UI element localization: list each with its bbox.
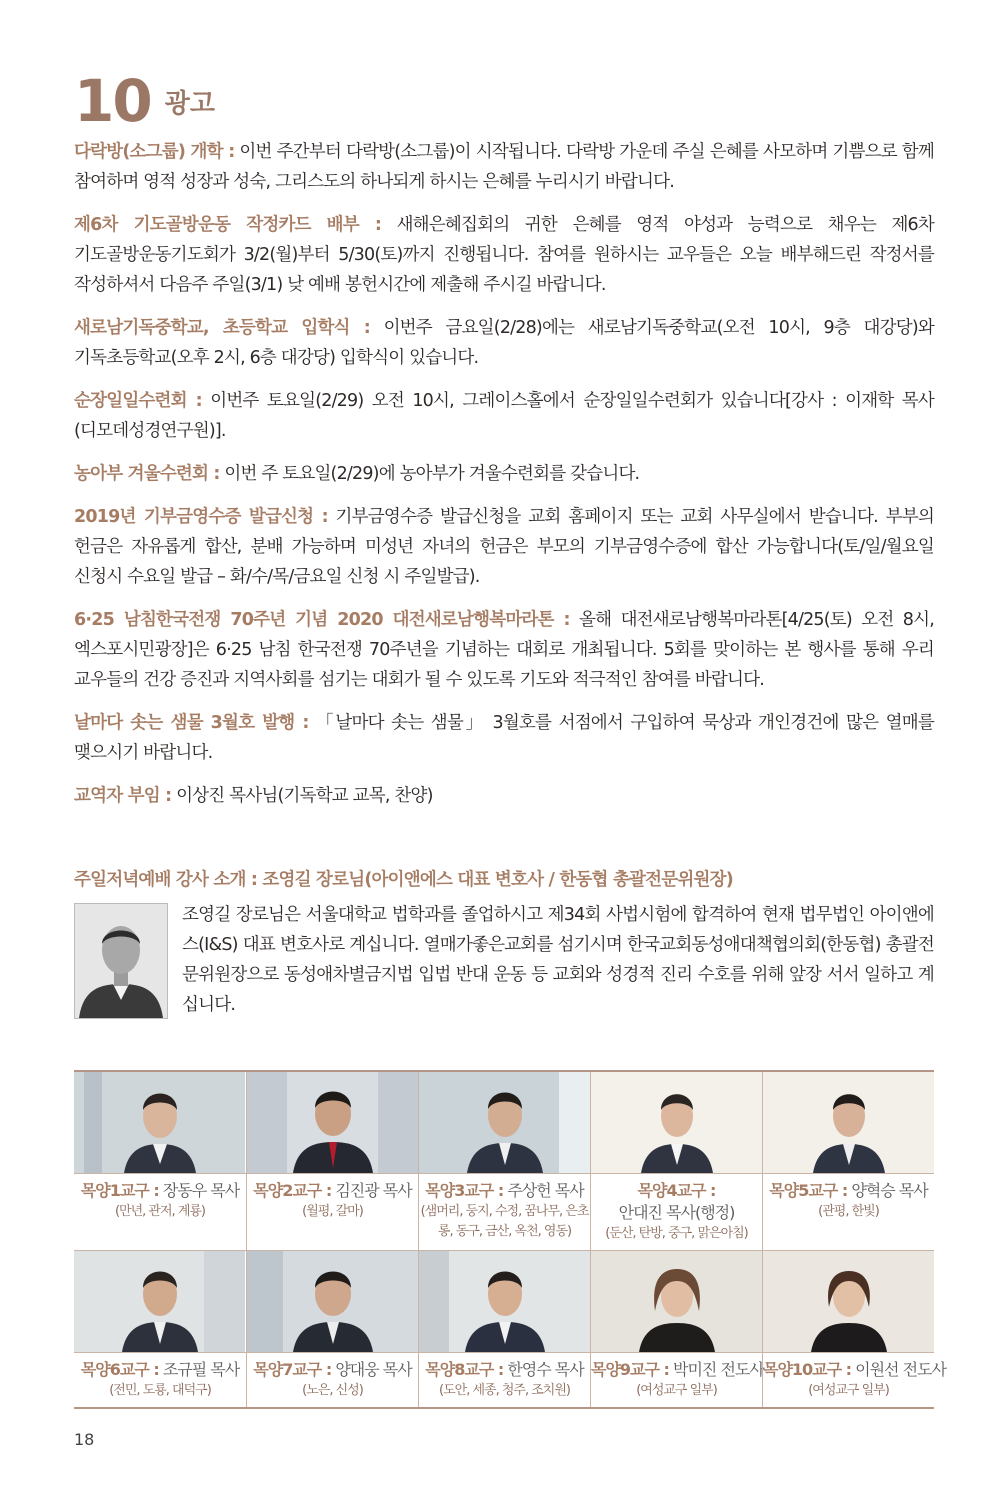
notice-item xyxy=(74,137,934,197)
pastor-name: 박미진 전도사 xyxy=(668,1360,764,1379)
speaker-heading: 주일저녁예배 강사 소개 : 조영길 장로님(아이앤에스 대표 변호사 / 한동협 총괄전문위원장) xyxy=(74,870,733,890)
notice-body: 이번 주 토요일(2/29)에 농아부가 겨울수련회를 갖습니다. xyxy=(219,464,640,484)
parish-label: 목양5교구 : xyxy=(769,1181,848,1200)
pastor-card xyxy=(74,1251,246,1407)
notice-body: 이번주 토요일(2/29) 오전 10시, 그레이스홀에서 순장일일수련회가 있습니다[강사 : 이재학 목사(디모데성경연구원)]. xyxy=(74,391,934,441)
pastor-row xyxy=(74,1250,946,1409)
parish-area: (여성교구 일부) xyxy=(636,1383,717,1398)
pastor-name: 이원선 전도사 xyxy=(851,1360,946,1379)
notice-title: 농아부 겨울수련회 : xyxy=(74,464,220,484)
notice-body: 이번주 금요일(2/28)에는 새로남기독중학교(오전 10시, 9층 대강당)와 기독초등학교(오후 2시, 6층 대강당) 입학식이 있습니다. xyxy=(74,318,934,368)
pastor-name: 김진광 목사 xyxy=(331,1181,412,1200)
notice-title: 6·25 남침한국전쟁 70주년 기념 2020 대전새로남행복마라톤 : xyxy=(74,610,570,630)
person-silhouette-icon xyxy=(74,1251,245,1352)
parish-label: 목양6교구 : xyxy=(80,1360,159,1379)
person-silhouette-icon xyxy=(763,1072,934,1173)
person-silhouette-icon xyxy=(591,1251,762,1352)
speaker-bio: 조영길 장로님은 서울대학교 법학과를 졸업하시고 제34회 사법시험에 합격하여 현재 법무법인 아이앤에스(I&S) 대표 변호사로 계십니다. 열매가좋은교회를 섬기시며 한국교회동성애대책협의회(한동협) 총괄전문위원장으로 동성애차별금지법 입법 반대 운동 등 교회와 성경적 진리 수호를 위해 앞장 서서 일하고 계십니다. xyxy=(182,905,934,1015)
pastor-name: 양혁승 목사 xyxy=(847,1181,928,1200)
notice-item xyxy=(74,386,934,446)
notice-item xyxy=(74,459,934,489)
pastor-photo xyxy=(591,1251,762,1353)
pastor-name: 주상헌 목사 xyxy=(503,1181,584,1200)
parish-label: 목양7교구 : xyxy=(253,1360,332,1379)
parish-area: (전민, 도룡, 대덕구) xyxy=(109,1383,211,1398)
pastor-photo xyxy=(591,1072,762,1174)
person-silhouette-icon xyxy=(74,1072,245,1173)
pastor-photo xyxy=(763,1251,934,1353)
parish-area: (여성교구 일부) xyxy=(808,1383,889,1398)
notice-body: 「날마다 솟는 샘물」 3월호를 서점에서 구입하여 묵상과 개인경건에 많은 열매를 맺으시기 바랍니다. xyxy=(74,713,934,763)
pastor-name: 안대진 목사(행정) xyxy=(618,1203,735,1222)
person-silhouette-icon xyxy=(419,1251,590,1352)
pastor-card xyxy=(590,1251,762,1407)
notice-title: 새로남기독중학교, 초등학교 입학식 : xyxy=(74,318,370,338)
pastor-name: 조규필 목사 xyxy=(158,1360,240,1379)
parish-label: 목양8교구 : xyxy=(425,1360,504,1379)
pastor-card xyxy=(246,1251,418,1407)
pastor-photo xyxy=(74,1251,246,1353)
notice-item xyxy=(74,313,934,373)
parish-label: 목양1교구 : xyxy=(80,1181,159,1200)
pastor-card xyxy=(246,1072,418,1250)
pastor-photo xyxy=(419,1072,590,1174)
notice-title: 제6차 기도골방운동 작정카드 배부 : xyxy=(74,215,382,235)
pastor-card xyxy=(590,1072,762,1250)
speaker-photo xyxy=(74,903,168,1019)
pastor-name: 양대웅 목사 xyxy=(331,1360,412,1379)
pastor-photo xyxy=(247,1251,418,1353)
parish-area: (만년, 관저, 계룡) xyxy=(114,1204,206,1219)
section-title: 광고 xyxy=(164,89,215,119)
parish-label: 목양10교구 : xyxy=(763,1360,852,1379)
person-silhouette-icon xyxy=(247,1251,418,1352)
person-silhouette-icon xyxy=(247,1072,418,1173)
pastor-card xyxy=(74,1072,246,1250)
notice-list xyxy=(74,137,934,824)
page-header xyxy=(74,67,215,135)
notice-item xyxy=(74,708,934,768)
person-silhouette-icon xyxy=(591,1072,762,1173)
page-number: 18 xyxy=(74,1430,95,1449)
parish-label: 목양2교구 : xyxy=(253,1181,332,1200)
notice-title: 순장일일수련회 : xyxy=(74,391,202,411)
notice-item xyxy=(74,210,934,300)
person-silhouette-icon xyxy=(763,1251,934,1352)
parish-area: (관평, 한빛) xyxy=(818,1204,879,1219)
pastor-card xyxy=(762,1072,934,1250)
pastor-card xyxy=(418,1251,590,1407)
parish-label: 목양3교구 : xyxy=(425,1181,504,1200)
notice-body: 이상진 목사님(기독학교 교목, 찬양) xyxy=(171,786,433,806)
parish-area: (샘머리, 둥지, 수정, 꿈나무, 은초롱, 동구, 금산, 옥천, 영동) xyxy=(420,1204,589,1239)
pastor-card xyxy=(418,1072,590,1250)
pastor-row xyxy=(74,1072,934,1250)
pastor-photo xyxy=(74,1072,246,1174)
parish-label: 목양4교구 : xyxy=(637,1181,716,1200)
pastor-photo xyxy=(763,1072,934,1174)
notice-item xyxy=(74,502,934,592)
pastor-grid xyxy=(74,1070,946,1409)
parish-area: (월평, 갈마) xyxy=(302,1204,363,1219)
parish-area: (도안, 세종, 청주, 조치원) xyxy=(439,1383,570,1398)
parish-area: (둔산, 탄방, 중구, 맑은아침) xyxy=(605,1226,748,1241)
pastor-card xyxy=(762,1251,946,1407)
parish-label: 목양9교구 : xyxy=(591,1360,669,1379)
pastor-name: 한영수 목사 xyxy=(503,1360,584,1379)
notice-body: 새해은혜집회의 귀한 은혜를 영적 야성과 능력으로 채우는 제6차 기도골방운동기도회가 3/2(월)부터 5/30(토)까지 진행됩니다. 참여를 원하시는 교우들은 오늘 배부해드린 작정서를 작성하셔서 다음주 주일(3/1) 낮 예배 봉헌시간에 제출해 주시길 바랍니다. xyxy=(74,215,934,295)
notice-title: 교역자 부임 : xyxy=(74,786,172,806)
notice-body: 이번 주간부터 다락방(소그룹)이 시작됩니다. 다락방 가운데 주실 은혜를 사모하며 기쁨으로 함께 참여하며 영적 성장과 성숙, 그리스도의 하나되게 하시는 은혜를 누리시기 바랍니다. xyxy=(74,142,934,192)
notice-body: 올해 대전새로남행복마라톤[4/25(토) 오전 8시, 엑스포시민광장]은 6·25 남침 한국전쟁 70주년을 기념하는 대회로 개최됩니다. 5회를 맞이하는 본 행사를 통해 우리 교우들의 건강 증진과 지역사회를 섬기는 대회가 될 수 있도록 기도와 적극적인 참여를 바랍니다. xyxy=(74,610,934,690)
notice-title: 2019년 기부금영수증 발급신청 : xyxy=(74,507,328,527)
pastor-photo xyxy=(247,1072,418,1174)
notice-item xyxy=(74,605,934,695)
notice-body: 기부금영수증 발급신청을 교회 홈페이지 또는 교회 사무실에서 받습니다. 부부의 헌금은 자유롭게 합산, 분배 가능하며 미성년 자녀의 헌금은 부모의 기부금영수증에 합산 가능합니다(토/일/월요일 신청시 수요일 발급 – 화/수/목/금요일 신청 시 주일발급). xyxy=(74,507,934,587)
notice-title: 다락방(소그룹) 개학 : xyxy=(74,142,235,162)
person-silhouette-icon xyxy=(75,904,167,1018)
parish-area: (노은, 신성) xyxy=(302,1383,363,1398)
person-silhouette-icon xyxy=(419,1072,590,1173)
notice-title: 날마다 솟는 샘물 3월호 발행 : xyxy=(74,713,309,733)
pastor-photo xyxy=(419,1251,590,1353)
pastor-name: 장동우 목사 xyxy=(158,1181,240,1200)
section-number: 10 xyxy=(74,67,151,135)
notice-item xyxy=(74,781,934,811)
